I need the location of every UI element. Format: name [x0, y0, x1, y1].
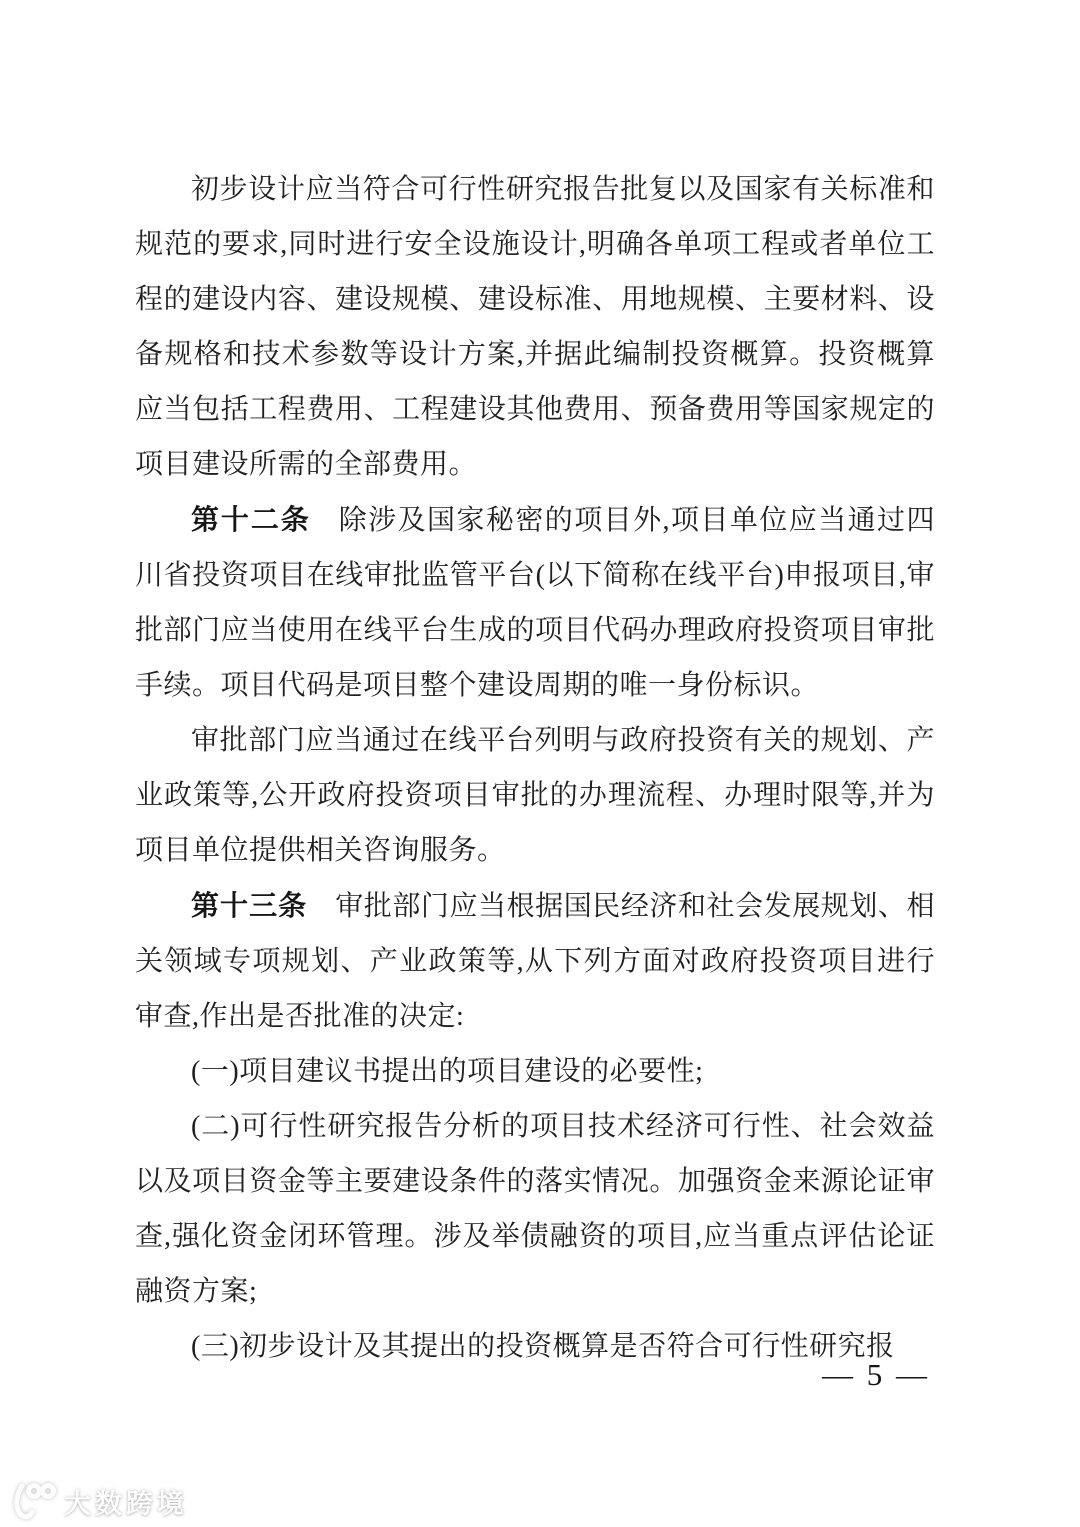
paragraph: 第十二条 除涉及国家秘密的项目外,项目单位应当通过四川省投资项目在线审批监管平台(以下简称在线平台)申报项目,审批部门应当使用在线平台生成的项目代码办理政府投资项目审批手续。项目代码是项目整个建设周期的唯一身份标识。 — [135, 504, 935, 701]
brand-logo-100-icon — [10, 1478, 56, 1524]
article-number: 第十三条 — [191, 890, 308, 921]
page-number: — 5 — — [822, 1357, 930, 1392]
paragraph: 初步设计应当符合可行性研究报告批复以及国家有关标准和规范的要求,同时进行安全设施设计,明确各单项工程或者单位工程的建设内容、建设规模、建设标准、用地规模、主要材料、设备规格和技术参数等设计方案,并据此编制投资概算。投资概算应当包括工程费用、工程建设其他费用、预备费用等国家规定的项目建设所需的全部费用。 — [135, 174, 935, 480]
paragraph: (二)可行性研究报告分析的项目技术经济可行性、社会效益以及项目资金等主要建设条件的落实情况。加强资金来源论证审查,强化资金闭环管理。涉及举债融资的项目,应当重点评估论证融资方案; — [135, 1111, 935, 1307]
paragraph: (一)项目建议书提出的项目建设的必要性; — [191, 1056, 704, 1087]
paragraph: 第十三条 审批部门应当根据国民经济和社会发展规划、相关领域专项规划、产业政策等,从下列方面对政府投资项目进行审查,作出是否批准的决定: — [135, 890, 935, 1032]
paragraph: 审批部门应当通过在线平台列明与政府投资有关的规划、产业政策等,公开政府投资项目审批的办理流程、办理时限等,并为项目单位提供相关咨询服务。 — [135, 725, 935, 866]
watermark — [10, 1478, 188, 1524]
article-number: 第十二条 — [191, 504, 311, 535]
document-body — [135, 162, 935, 1374]
watermark-text: 大数跨境 — [64, 1488, 188, 1520]
paragraph: (三)初步设计及其提出的投资概算是否符合可行性研究报 — [191, 1331, 895, 1362]
